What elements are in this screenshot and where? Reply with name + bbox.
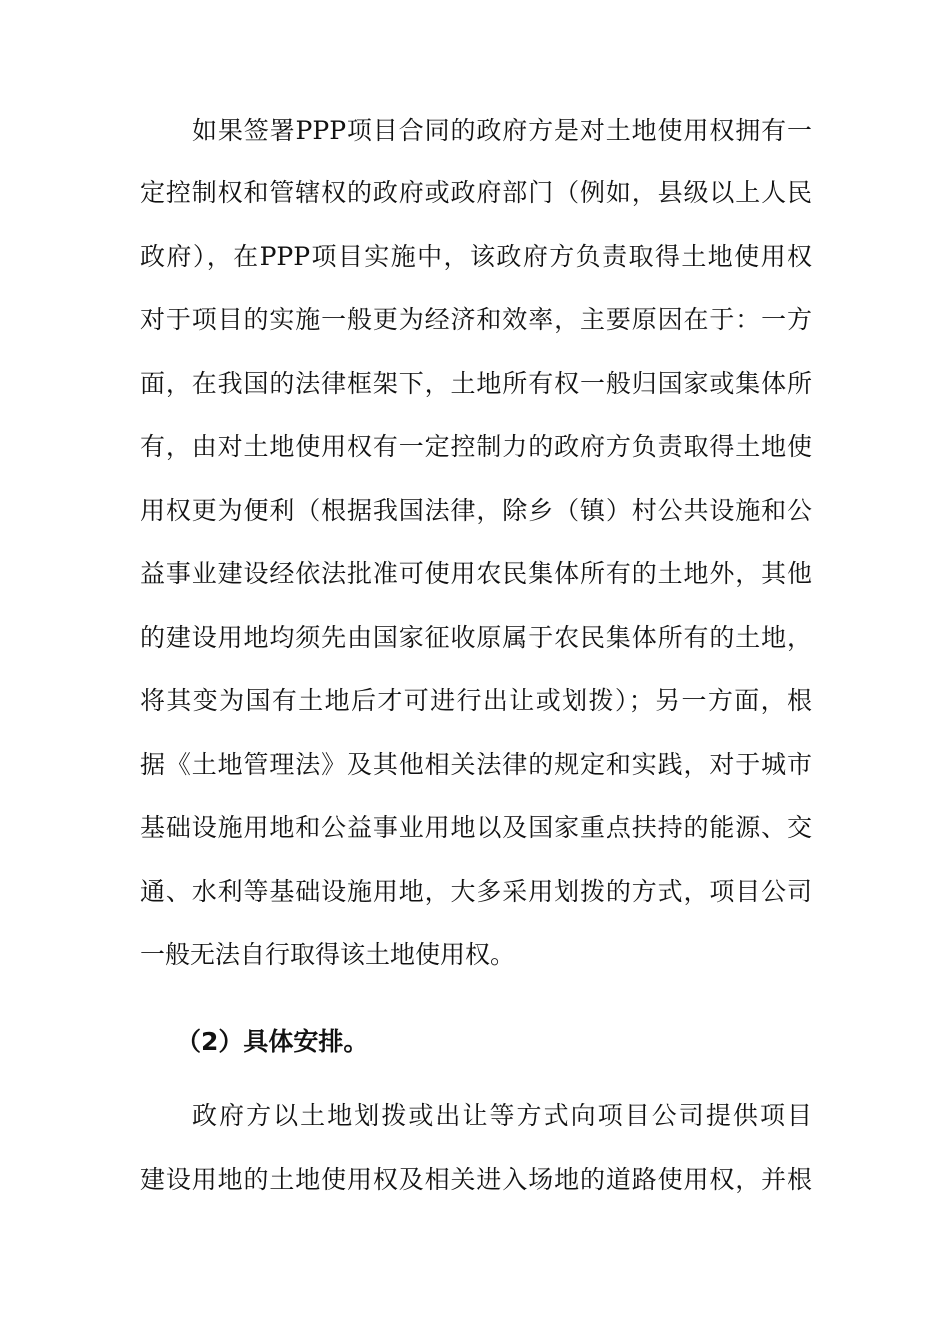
- paragraph-1-line-8: 益事业建设经依法批准可使用农民集体所有的土地外，其他: [140, 559, 812, 588]
- paragraph-1-line-14: 一般无法自行取得该土地使用权。: [140, 940, 516, 969]
- paragraph-1-line-6: 有，由对土地使用权有一定控制力的政府方负责取得土地使: [140, 432, 812, 461]
- paragraph-1-line-7: 用权更为便利（根据我国法律，除乡（镇）村公共设施和公: [140, 496, 812, 525]
- paragraph-1-line-5: 面，在我国的法律框架下，土地所有权一般归国家或集体所: [140, 369, 812, 398]
- paragraph-1-line-3: 政府），在PPP项目实施中，该政府方负责取得土地使用权: [140, 242, 812, 271]
- paragraph-1-line-13: 通、水利等基础设施用地，大多采用划拨的方式，项目公司: [140, 877, 812, 906]
- paragraph-1-line-2: 定控制权和管辖权的政府或政府部门（例如，县级以上人民: [140, 178, 812, 207]
- paragraph-1-line-12: 基础设施用地和公益事业用地以及国家重点扶持的能源、交: [140, 813, 812, 842]
- paragraph-1-line-11: 据《土地管理法》及其他相关法律的规定和实践，对于城市: [140, 750, 812, 779]
- section-heading: （2）具体安排。: [176, 1027, 369, 1056]
- paragraph-1-line-4: 对于项目的实施一般更为经济和效率，主要原因在于：一方: [140, 305, 812, 334]
- paragraph-2-line-1: 政府方以土地划拨或出让等方式向项目公司提供项目: [192, 1101, 812, 1130]
- paragraph-2-line-2: 建设用地的土地使用权及相关进入场地的道路使用权，并根: [140, 1165, 812, 1194]
- paragraph-1-line-1: 如果签署PPP项目合同的政府方是对土地使用权拥有一: [192, 116, 812, 145]
- paragraph-1-line-10: 将其变为国有土地后才可进行出让或划拨）；另一方面，根: [140, 686, 812, 715]
- paragraph-1-line-9: 的建设用地均须先由国家征收原属于农民集体所有的土地，: [140, 623, 812, 652]
